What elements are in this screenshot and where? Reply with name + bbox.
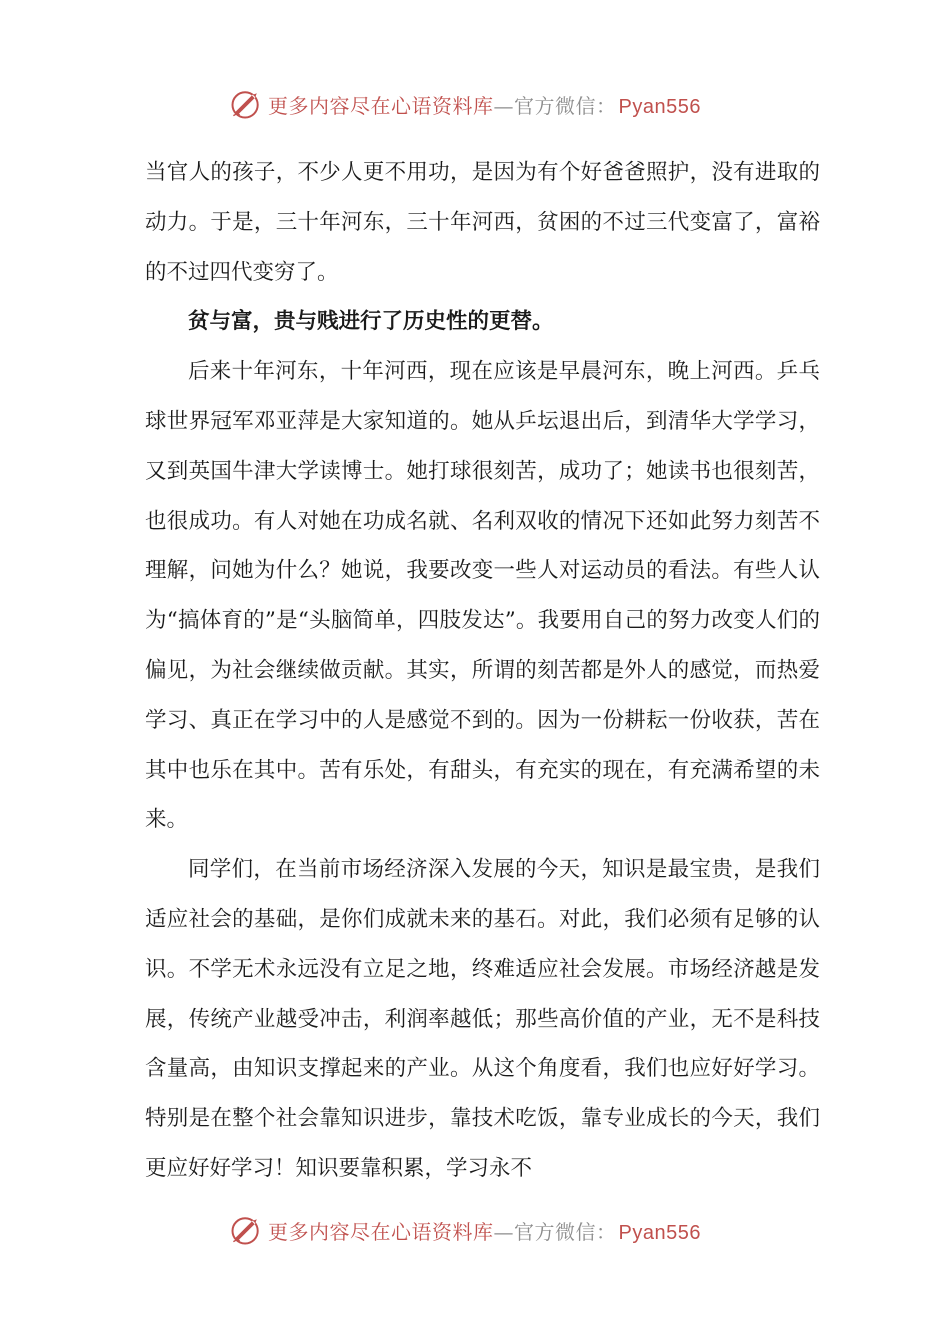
bold-paragraph: 贫与富，贵与贱进行了历史性的更替。 <box>188 309 554 335</box>
pen-logo-icon <box>228 1212 264 1248</box>
pen-logo-icon <box>228 86 264 122</box>
header-banner <box>228 84 701 124</box>
paragraph: 后来十年河东，十年河西，现在应该是早晨河东，晚上河西。乒乓球世界冠军邓亚萍是大家知道的。她从乒坛退出后，到清华大学学习，又到英国牛津大学读博士。她打球很刻苦，成功了；她读书也很刻苦，也很成功。有人对她在功成名就、名利双收的情况下还如此努力刻苦不理解，问她为什么？她说，我要改变一些人对运动员的看法。有些人认为“搞体育的”是“头脑简单，四肢发达”。我要用自己的努力改变人们的偏见，为社会继续做贡献。其实，所谓的刻苦都是外人的感觉，而热爱学习、真正在学习中的人是感觉不到的。因为一份耕耘一份收获，苦在其中也乐在其中。苦有乐处，有甜头，有充实的现在，有充满希望的未来。 <box>145 359 820 833</box>
banner-site-name: 更多内容尽在心语资料库 <box>268 1219 494 1244</box>
paragraph: 当官人的孩子，不少人更不用功，是因为有个好爸爸照护，没有进取的动力。于是，三十年河东，三十年河西，贫困的不过三代变富了，富裕的不过四代变穷了。 <box>145 160 820 285</box>
banner-wechat-id: Pyan556 <box>618 1221 701 1244</box>
banner-wechat-label: 官方微信： <box>514 1219 617 1244</box>
footer-banner <box>228 1210 701 1250</box>
banner-site-name: 更多内容尽在心语资料库 <box>268 93 494 118</box>
paragraph: 同学们，在当前市场经济深入发展的今天，知识是最宝贵，是我们适应社会的基础，是你们成就未来的基石。对此，我们必须有足够的认识。不学无术永远没有立足之地，终难适应社会发展。市场经济越是发展，传统产业越受冲击，利润率越低；那些高价值的产业，无不是科技含量高，由知识支撑起来的产业。从这个角度看，我们也应好好学习。特别是在整个社会靠知识进步，靠技术吃饭，靠专业成长的今天，我们更应好好学习！知识要靠积累，学习永不 <box>145 857 820 1181</box>
banner-wechat-id: Pyan556 <box>618 95 701 118</box>
banner-dash: — <box>493 1219 514 1244</box>
banner-wechat-label: 官方微信： <box>514 93 617 118</box>
document-body <box>145 148 820 1194</box>
banner-dash: — <box>493 93 514 118</box>
